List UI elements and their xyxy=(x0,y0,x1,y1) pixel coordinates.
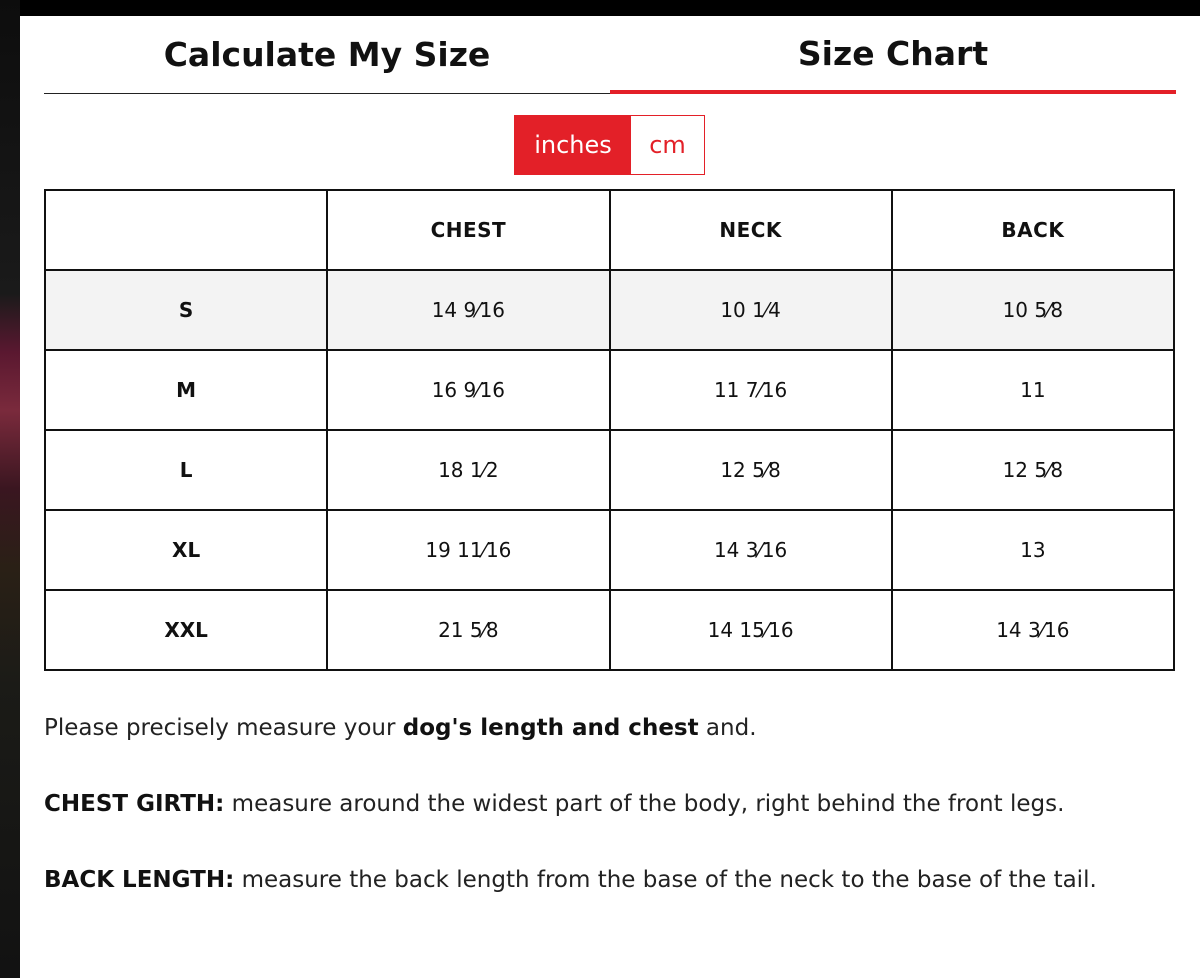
header-size xyxy=(45,190,327,270)
tab-calculate-my-size[interactable] xyxy=(44,16,610,94)
table-row xyxy=(45,510,1174,590)
neck-cell: 11 7⁄16 xyxy=(610,350,892,430)
unit-inches-button[interactable]: inches xyxy=(515,116,631,174)
header-neck: NECK xyxy=(610,190,892,270)
tab-size-chart-label: Size Chart xyxy=(797,33,989,73)
header-chest: CHEST xyxy=(327,190,609,270)
neck-cell: 14 3⁄16 xyxy=(610,510,892,590)
chest-cell: 18 1⁄2 xyxy=(327,430,609,510)
back-cell: 11 xyxy=(892,350,1174,430)
table-row xyxy=(45,590,1174,670)
table-row xyxy=(45,270,1174,350)
size-cell: L xyxy=(45,430,327,510)
back-length-note xyxy=(44,857,1164,904)
chest-cell: 21 5⁄8 xyxy=(327,590,609,670)
measure-intro xyxy=(44,705,1164,752)
neck-cell: 14 15⁄16 xyxy=(610,590,892,670)
back-length-text: measure the back length from the base of the neck to the base of the tail. xyxy=(234,867,1097,893)
size-cell: XL xyxy=(45,510,327,590)
tab-calculate-label: Calculate My Size xyxy=(163,35,491,74)
back-cell: 10 5⁄8 xyxy=(892,270,1174,350)
size-cell: XXL xyxy=(45,590,327,670)
size-cell: S xyxy=(45,270,327,350)
back-cell: 14 3⁄16 xyxy=(892,590,1174,670)
background-photo xyxy=(0,0,20,978)
tab-size-chart[interactable] xyxy=(610,16,1176,94)
neck-cell: 12 5⁄8 xyxy=(610,430,892,510)
chest-girth-note xyxy=(44,781,1164,828)
header-back: BACK xyxy=(892,190,1174,270)
size-chart-table xyxy=(44,189,1175,671)
intro-suffix: and. xyxy=(698,715,757,741)
chest-cell: 14 9⁄16 xyxy=(327,270,609,350)
table-row xyxy=(45,430,1174,510)
chest-cell: 19 11⁄16 xyxy=(327,510,609,590)
table-header-row xyxy=(45,190,1174,270)
chest-girth-text: measure around the widest part of the body, right behind the front legs. xyxy=(224,791,1065,817)
back-cell: 13 xyxy=(892,510,1174,590)
neck-cell: 10 1⁄4 xyxy=(610,270,892,350)
intro-prefix: Please precisely measure your xyxy=(44,715,403,741)
size-panel xyxy=(20,16,1200,978)
table-row xyxy=(45,350,1174,430)
back-cell: 12 5⁄8 xyxy=(892,430,1174,510)
intro-bold: dog's length and chest xyxy=(402,715,699,741)
unit-cm-button[interactable]: cm xyxy=(631,116,704,174)
unit-toggle xyxy=(514,115,705,175)
back-length-label: BACK LENGTH: xyxy=(44,867,235,893)
chest-cell: 16 9⁄16 xyxy=(327,350,609,430)
chest-girth-label: CHEST GIRTH: xyxy=(44,791,225,817)
size-cell: M xyxy=(45,350,327,430)
size-tabs xyxy=(44,16,1176,94)
